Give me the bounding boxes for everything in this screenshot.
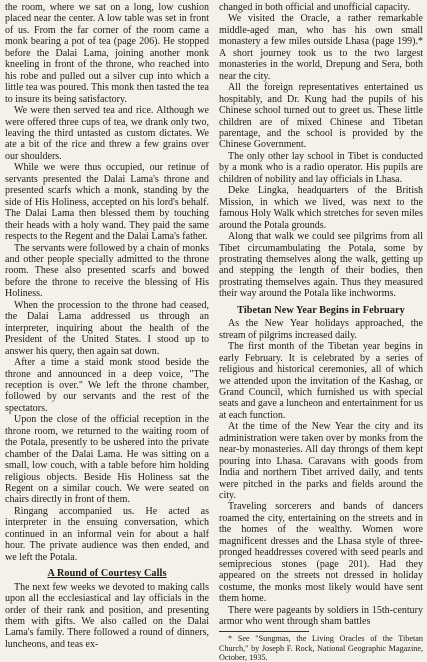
- paragraph: Ringang accompanied us. He acted as interpreter in the ensuing conversation, which continued in an informal vein for about a half hour. The private audience was then ended, and we left the Potala.: [5, 505, 209, 563]
- right-column: [219, 2, 423, 662]
- paragraph: After a time a staid monk stood beside the throne and announced in a deep voice, "The reception is over." We left the throne chamber, followed by our servants and the rest of the spectators.: [5, 357, 209, 414]
- paragraph: As the New Year holidays approached, the stream of pilgrims increased daily.: [219, 318, 423, 341]
- paragraph: We visited the Oracle, a rather remarkable middle-aged man, who has his own small monastery a few miles outside Lhasa (page 199).* A short journey took us to the two largest monasteries in the world, Drepung and Sera, both near the city.: [219, 13, 423, 82]
- paragraph: When the procession to the throne had ceased, the Dalai Lama addressed us through an interpreter, inquiring about the health of the President of the United States. I stood up to answer his query, then again sat down.: [5, 299, 209, 357]
- paragraph: The next few weeks we devoted to making calls upon all the ecclesiastical and lay officials in the order of their rank and position, and presenting them with gifts. We also called on the Dalai Lama's family. There followed a round of dinners, luncheons, and teas ex-: [5, 581, 209, 650]
- paragraph: While we were thus occupied, our retinue of servants presented the Dalai Lama's throne and presented scarfs which a monk, standing by the side of His Holiness, accepted on his lord's behalf. The Dalai Lama then blessed them by touching their heads with a holy wand. They paid the same respects to the Regent and the Dalai Lama's father.: [5, 162, 209, 243]
- paragraph: Deke Lingka, headquarters of the British Mission, in which we lived, was next to the famous Holy Walk which stretches for seven miles around the Potala grounds.: [219, 185, 423, 231]
- paragraph: The servants were followed by a chain of monks and other people specially admitted to the throne room. These also presented scarfs and bowed before the throne to receive the blessing of His Holiness.: [5, 242, 209, 300]
- footnote-divider: [219, 631, 309, 632]
- paragraph: The first month of the Tibetan year begins in early February. It is celebrated by a series of religious and historical ceremonies, all of which we attended upon the invitation of the Kashag, or Grand Council, which furnished us with special seats and gave a luncheon and entertainment for us at each function.: [219, 341, 423, 421]
- left-column: [5, 2, 209, 650]
- paragraph: There were pageants by soldiers in 15th-century armor who went through sham battles: [219, 604, 423, 628]
- paragraph: Along that walk we could see pilgrims from all Tibet circumambulating the Potala, some by prostrating themselves along the walk, getting up and stepping the length of their bodies, then prostrating themselves again. Thus they measured their way around the Potala like inchworms.: [219, 231, 423, 300]
- paragraph: At the time of the New Year the city and its administration were taken over by monks from the near-by monasteries. All day throngs of them kept pouring into Lhasa. Caravans with goods from India and northern Tibet arrived daily, and tents were pitched in the parks and fields around the city.: [219, 421, 423, 502]
- paragraph: All the foreign representatives entertained us hospitably, and Dr. Kung had the pupils of his Chinese school turned out to greet us. These little children are of mixed Chinese and Tibetan parentage, and the school is provided by the Chinese Government.: [219, 82, 423, 151]
- section-heading: A Round of Courtesy Calls: [47, 568, 167, 580]
- paragraph: changed in both official and unofficial capacity.: [219, 2, 410, 13]
- footnote: * See "Sungmas, the Living Oracles of the Tibetan Church," by Joseph F. Rock, National Geographic Magazine, October, 1935.: [219, 634, 423, 662]
- paragraph: The only other lay school in Tibet is conducted by a monk who is a radio operator. His pupils are children of nobility and lay officials in Lhasa.: [219, 150, 423, 185]
- paragraph: Traveling sorcerers and bands of dancers roamed the city, entertaining on the streets and in the homes of the wealthy. Women wore magnificent dresses and the Lhasa style of three-pronged headdresses covered with seed pearls and semiprecious stones (page 201). Had they appeared on the streets not dressed in holiday costume, the monks most likely would have sent them home.: [219, 501, 423, 605]
- paragraph: the room, where we sat on a long, low cushion placed near the center. A low table was set in front of us. From the far corner of the room came a monk bearing a pot of tea (page 206). He stopped before the Dalai Lama, joining another monk kneeling in front of the throne, who reached into his robe and pulled out a silver cup into which a little tea was poured. This monk then tasted the tea to insure its being satisfactory.: [5, 2, 209, 105]
- section-heading: Tibetan New Year Begins in February: [237, 304, 405, 316]
- paragraph: Upon the close of the official reception in the throne room, we returned to the waiting room of the Potala, presently to be ushered into the private chamber of the Dalai Lama. He was sitting on a small, low couch, with a table before him holding religious objects. Beside His Holiness sat the Regent on a similar couch. We were seated on chairs directly in front of them.: [5, 414, 209, 506]
- paragraph: We were then served tea and rice. Although we were offered three cups of tea, we drank only two, leaving the third untasted as custom dictates. We ate a bit of the rice and threw a few grains over our shoulders.: [5, 105, 209, 162]
